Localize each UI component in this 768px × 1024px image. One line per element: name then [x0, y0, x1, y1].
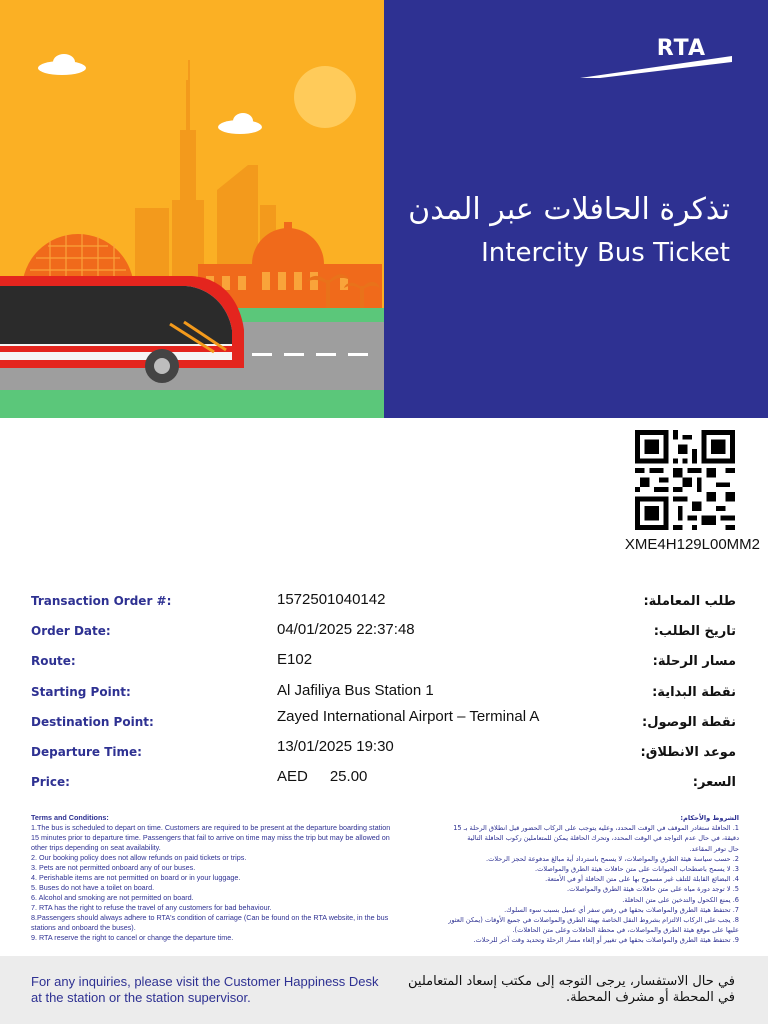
detail-label-ar: موعد الانطلاق: — [640, 745, 736, 760]
ticket-code: XME4H129L00MM2 — [624, 536, 760, 553]
footer-text-arabic: في حال الاستفسار، يرجى التوجه إلى مكتب إسعاد المتعاملين في المحطة أو مشرف المحطة. — [408, 974, 735, 1005]
detail-value: E102 — [277, 651, 313, 668]
detail-label-ar: طلب المعاملة: — [643, 594, 736, 609]
dubai-skyline-illustration — [0, 0, 384, 418]
terms-arabic — [399, 813, 739, 946]
terms-item: 4. البضائع القابلة للتلف غير مسموح بها على متن الحافلة أو في الأمتعة. — [545, 875, 739, 884]
detail-row-departure-time — [0, 738, 768, 771]
terms-item: 9. تحتفظ هيئة الطرق والمواصلات بحقها في تغيير أو إلغاء مسار الرحلة وتحديد وقت آخر للرحلات. — [473, 936, 739, 945]
inquiries-footer — [0, 956, 768, 1024]
detail-label-ar: نقطة الوصول: — [642, 715, 736, 730]
price-currency: AED — [277, 768, 308, 785]
ticket-title-english: Intercity Bus Ticket — [481, 238, 730, 268]
terms-heading: Terms and Conditions: — [31, 813, 109, 822]
terms-item: 9. RTA reserve the right to cancel or change the departure time. — [31, 933, 234, 942]
detail-value: Zayed International Airport – Terminal A — [277, 708, 540, 725]
terms-item: حال توفر المقاعد. — [689, 844, 739, 853]
ticket-hero — [0, 0, 768, 418]
detail-label-ar: تاريخ الطلب: — [653, 624, 736, 639]
terms-item: عليها على موقع هيئة الطرق والمواصلات، في محطة الحافلات وعلى متن الحافلات). — [512, 926, 739, 935]
terms-item: 8.Passengers should always adhere to RTA's condition of carriage (Can be found on the RTA website, in the bus stations and onboard the buses). — [31, 913, 389, 932]
detail-row-starting-point — [0, 681, 768, 711]
qr-code-icon — [632, 430, 738, 530]
rta-logo-text: RTA — [656, 36, 706, 61]
detail-label-en: Route: — [31, 654, 76, 668]
detail-value: 04/01/2025 22:37:48 — [277, 621, 415, 638]
detail-label-ar: مسار الرحلة: — [652, 654, 736, 669]
terms-item: 5. Buses do not have a toilet on board. — [31, 883, 155, 892]
ticket-header-panel — [384, 0, 768, 418]
detail-row-order-date — [0, 620, 768, 650]
terms-item: 7. RTA has the right to refuse the travel of any customers for bad behaviour. — [31, 903, 272, 912]
footer-text-english: For any inquiries, please visit the Customer Happiness Desk at the station or the station supervisor. — [31, 974, 379, 1005]
terms-item: 1. الحافلة ستغادر الموقف في الوقت المحدد، وعليه يتوجب على الركاب الحضور قبل انطلاق الرحلة بـ 15 — [453, 824, 739, 833]
terms-item: 4. Perishable items are not permitted on board or in your luggage. — [31, 873, 241, 882]
terms-item: 3. لا يسمح باصطحاب الحيوانات على متن حافلات هيئة الطرق والمواصلات. — [535, 865, 739, 874]
detail-value: 1572501040142 — [277, 591, 386, 608]
detail-label-en: Order Date: — [31, 624, 111, 638]
detail-label-en: Starting Point: — [31, 685, 131, 699]
terms-item: 2. Our booking policy does not allow refunds on paid tickets or trips. — [31, 853, 247, 862]
terms-item: 3. Pets are not permitted onboard any of our buses. — [31, 863, 196, 872]
detail-label-en: Price: — [31, 775, 70, 789]
terms-item: 1.The bus is scheduled to depart on time. Customers are required to be present at the departure boarding station 15 minutes prior to departure time. Passengers that fail to arrive on time may miss the trip but may be allowed on other trips depending on seat availability. — [31, 823, 391, 852]
detail-row-route — [0, 650, 768, 680]
detail-row-transaction-order — [0, 590, 768, 620]
detail-row-price — [0, 768, 768, 801]
detail-value: Al Jafiliya Bus Station 1 — [277, 682, 434, 699]
terms-item: دقيقة، في حال عدم التواجد في الوقت المحدد، وتحرك الحافلة يمكن للمتعاملين ركوب الحافلة التالية — [467, 834, 739, 843]
ticket-title-arabic: تذكرة الحافلات عبر المدن — [408, 192, 730, 227]
terms-heading: الشروط والأحكام: — [680, 814, 739, 822]
terms-item: 6. Alcohol and smoking are not permitted on board. — [31, 893, 194, 902]
detail-label-en: Transaction Order #: — [31, 594, 172, 608]
terms-item: 2. حسب سياسة هيئة الطرق والمواصلات، لا يسمح باسترداد أية مبالغ مدفوعة لحجز الرحلات. — [486, 854, 739, 863]
terms-english — [31, 813, 391, 943]
detail-label-en: Destination Point: — [31, 715, 154, 729]
price-amount: 25.00 — [329, 768, 368, 785]
detail-row-destination-point — [0, 708, 768, 741]
detail-value: 13/01/2025 19:30 — [277, 738, 394, 755]
terms-item: 8. يجب على الركاب الالتزام بشروط النقل الخاصة بهيئة الطرق والمواصلات في جميع الأوقات (يمكن العثور — [448, 916, 739, 925]
terms-item: 7. تحتفظ هيئة الطرق والمواصلات بحقها في رفض سفر أي عميل بسبب سوء السلوك. — [504, 905, 739, 914]
terms-item: 6. يمنع الكحول والتدخين على متن الحافلة. — [622, 895, 739, 904]
detail-label-en: Departure Time: — [31, 745, 142, 759]
price-value — [277, 768, 367, 785]
terms-item: 5. لا توجد دورة مياه على متن حافلات هيئة الطرق والمواصلات. — [567, 885, 739, 894]
detail-label-ar: نقطة البداية: — [652, 685, 736, 700]
detail-label-ar: السعر: — [692, 775, 736, 790]
